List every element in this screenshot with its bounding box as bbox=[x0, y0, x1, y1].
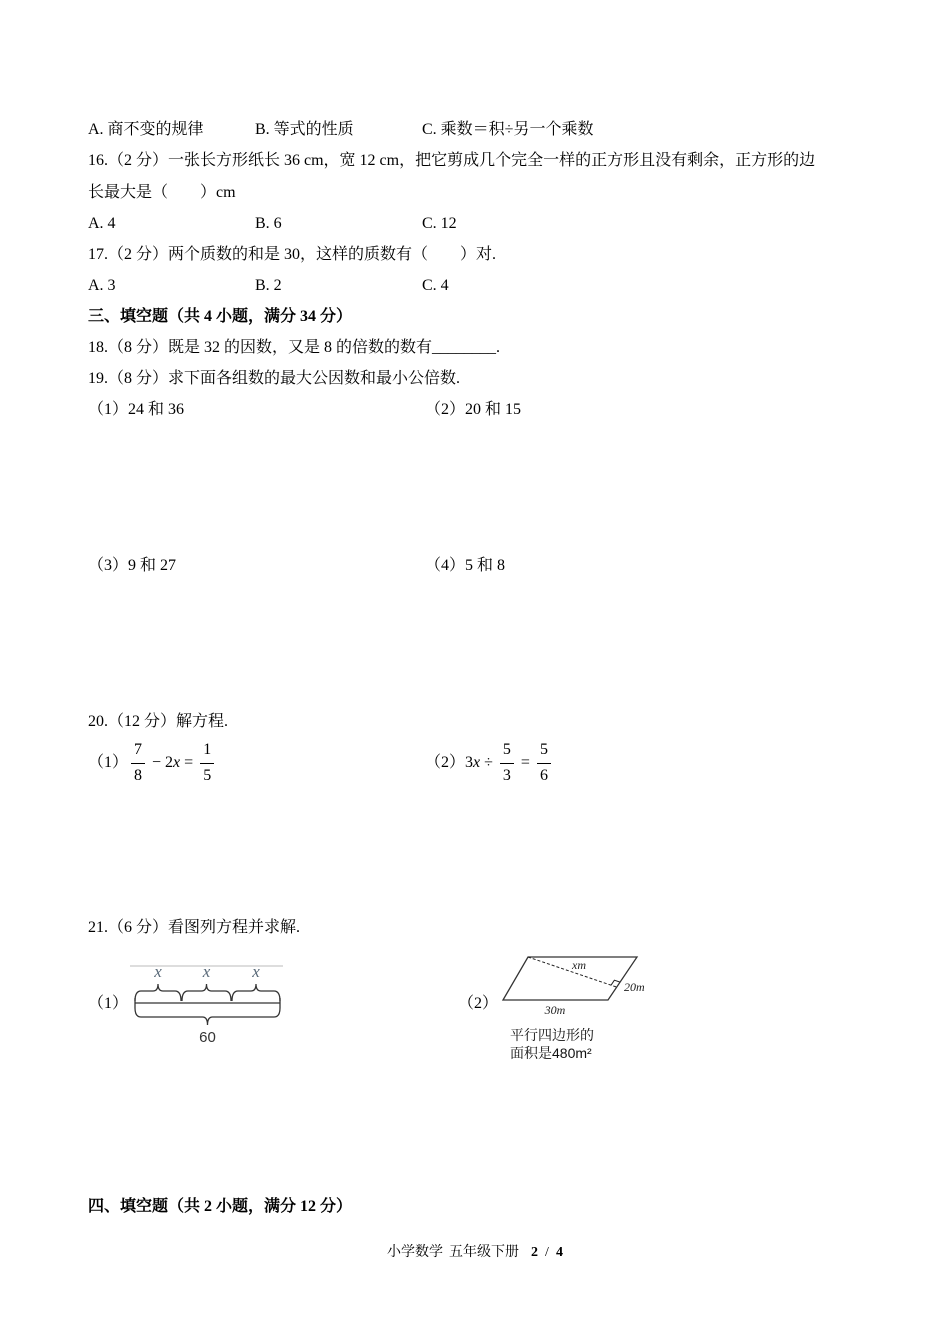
page-footer bbox=[0, 1244, 950, 1262]
q16-options-row bbox=[0, 214, 950, 234]
q16-option-a: A. 4 bbox=[88, 215, 116, 232]
eq1-left-numerator: 7 bbox=[134, 741, 143, 758]
q17-option-a: A. 3 bbox=[88, 277, 116, 294]
eq2-coefficient: 3 bbox=[465, 754, 474, 771]
q19-parts-row-1 bbox=[0, 400, 950, 420]
q21-stem: 21.（6 分）看图列方程并求解. bbox=[88, 919, 301, 936]
side-length-label: 20m bbox=[624, 980, 645, 994]
q21-figure1-label: （1） bbox=[88, 995, 129, 1012]
eq2-equals-sign: = bbox=[520, 754, 530, 771]
total-length-label: 60 bbox=[199, 1029, 216, 1046]
segment-brace-diagram bbox=[128, 955, 288, 1050]
parallelogram-outline bbox=[503, 957, 637, 1000]
q17-stem: 17.（2 分）两个质数的和是 30，这样的质数有（ ）对. bbox=[88, 246, 497, 263]
segment-over-brace-2 bbox=[182, 984, 231, 1001]
eq1-equals-sign: = bbox=[184, 754, 194, 771]
eq1-right-numerator: 1 bbox=[203, 741, 212, 758]
eq1-variable: x bbox=[173, 754, 181, 771]
footer-total-pages: 4 bbox=[555, 1245, 563, 1260]
segment-label-2: x bbox=[202, 962, 211, 981]
eq1-left-fraction bbox=[131, 740, 145, 786]
q18-stem: 18.（8 分）既是 32 的因数，又是 8 的倍数的数有________. bbox=[88, 339, 501, 356]
q19-part-1: （1）24 和 36 bbox=[88, 401, 185, 418]
segment-over-brace-1 bbox=[135, 984, 181, 1001]
q20-equation-1 bbox=[88, 739, 217, 787]
eq1-coefficient: 2 bbox=[165, 754, 174, 771]
footer-page-separator: / bbox=[545, 1245, 549, 1260]
eq1-label: （1） bbox=[88, 754, 129, 771]
eq2-label: （2） bbox=[425, 754, 466, 771]
q20-equation-2 bbox=[425, 739, 554, 787]
segment-label-1: x bbox=[154, 962, 162, 981]
eq1-minus-operator: − bbox=[152, 754, 162, 771]
parallelogram-caption-line1: 平行四边形的 bbox=[510, 1027, 594, 1043]
eq1-left-denominator: 8 bbox=[134, 767, 143, 784]
parallelogram-figure bbox=[498, 950, 658, 1020]
q17-option-c: C. 4 bbox=[422, 277, 449, 294]
eq2-variable: x bbox=[473, 754, 481, 771]
q19-part-2: （2）20 和 15 bbox=[425, 401, 522, 418]
q16-stem-line1: 16.（2 分）一张长方形纸长 36 cm，宽 12 cm，把它剪成几个完全一样的正方形且没有剩余，正方形的边 bbox=[88, 152, 816, 169]
q19-part-3: （3）9 和 27 bbox=[88, 557, 177, 574]
q15-options-row bbox=[0, 120, 950, 140]
section3-title: 三、填空题（共 4 小题，满分 34 分） bbox=[88, 308, 353, 325]
eq2-left-numerator: 5 bbox=[502, 741, 511, 758]
total-under-brace bbox=[135, 1008, 280, 1025]
segment-over-brace-3 bbox=[232, 984, 280, 1001]
q17-option-b: B. 2 bbox=[255, 277, 282, 294]
q16-option-b: B. 6 bbox=[255, 215, 282, 232]
footer-page-number: 2 bbox=[531, 1245, 539, 1260]
eq2-right-denominator: 6 bbox=[539, 767, 548, 784]
eq2-left-denominator: 3 bbox=[502, 767, 511, 784]
q21-figure2-label: （2） bbox=[458, 995, 499, 1012]
q19-parts-row-2 bbox=[0, 556, 950, 576]
q19-part-4: （4）5 和 8 bbox=[425, 557, 506, 574]
q17-options-row bbox=[0, 276, 950, 296]
eq2-right-fraction bbox=[537, 740, 551, 786]
eq2-left-fraction bbox=[500, 740, 514, 786]
section4-title: 四、填空题（共 2 小题，满分 12 分） bbox=[88, 1198, 353, 1215]
q15-option-a: A. 商不变的规律 bbox=[88, 121, 204, 138]
q15-option-c: C. 乘数＝积÷另一个乘数 bbox=[422, 121, 594, 138]
q16-option-c: C. 12 bbox=[422, 215, 457, 232]
segment-label-3: x bbox=[252, 962, 260, 981]
eq2-right-numerator: 5 bbox=[539, 741, 548, 758]
footer-grade: 五年级下册 bbox=[449, 1245, 520, 1260]
parallelogram-caption-line2: 面积是480m² bbox=[510, 1045, 592, 1061]
height-label: xm bbox=[572, 958, 586, 972]
q15-option-b: B. 等式的性质 bbox=[255, 121, 354, 138]
eq2-divide-operator: ÷ bbox=[484, 754, 493, 771]
eq1-right-denominator: 5 bbox=[203, 767, 212, 784]
q20-equations-row bbox=[0, 739, 950, 787]
q19-stem: 19.（8 分）求下面各组数的最大公因数和最小公倍数. bbox=[88, 370, 461, 387]
base-length-label: 30m bbox=[544, 1003, 566, 1017]
q20-stem: 20.（12 分）解方程. bbox=[88, 713, 229, 730]
q16-stem-line2: 长最大是（ ）cm bbox=[88, 184, 236, 201]
eq1-right-fraction bbox=[200, 740, 214, 786]
footer-subject: 小学数学 bbox=[387, 1245, 444, 1260]
